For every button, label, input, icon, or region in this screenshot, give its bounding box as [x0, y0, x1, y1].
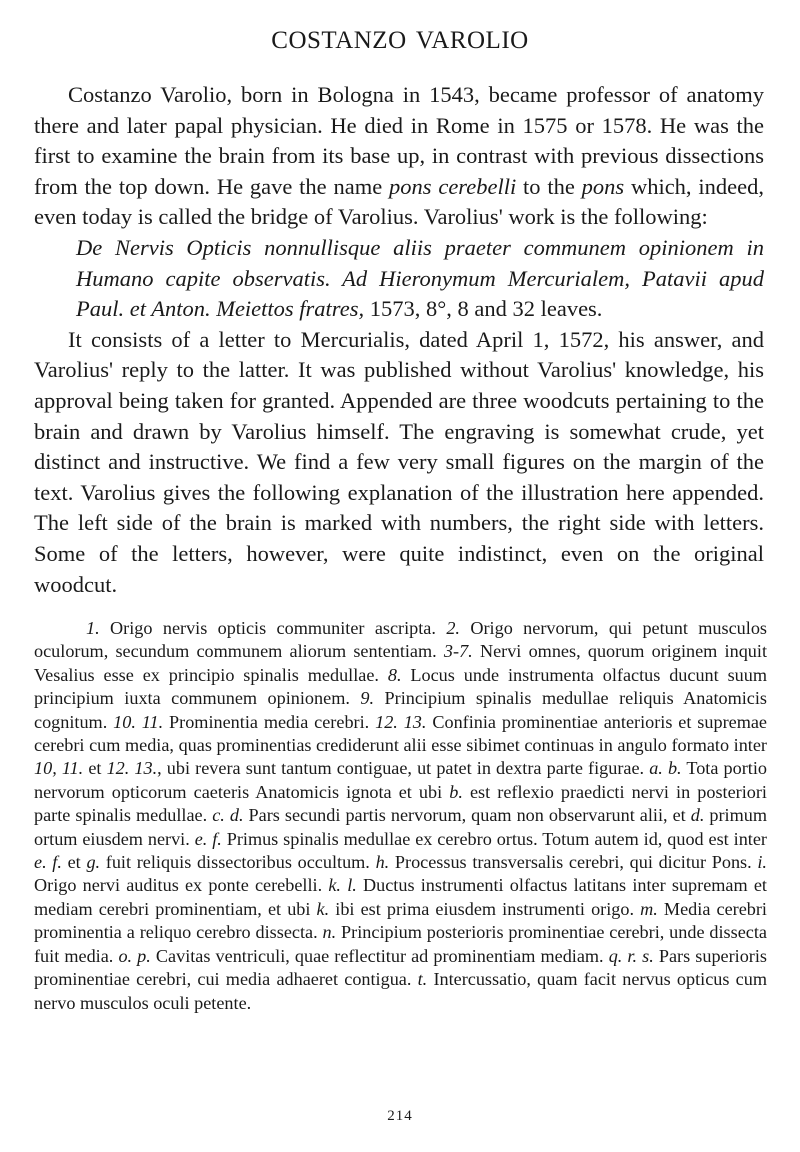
legend-key: t.: [417, 969, 428, 990]
page-title: COSTANZO VAROLIO: [271, 27, 529, 54]
legend-key: e. f.: [194, 828, 222, 849]
legend-paragraph: [34, 617, 767, 1015]
legend-text: ibi est prima eiusdem instrumenti origo.: [329, 898, 641, 919]
legend-key: k.: [316, 898, 330, 919]
legend-text: Locus unde instrumenta olfactus ducunt suum principium iuxta communem opinionem.: [34, 664, 768, 709]
legend-key: h.: [375, 852, 390, 873]
legend-text: Origo nervis opticis communiter ascripta.: [99, 618, 447, 638]
legend-key: 10. 11.: [113, 711, 164, 732]
legend-key: o. p.: [118, 945, 151, 966]
legend-text: Ductus instrumenti olfactus latitans inter supremam et mediam cerebri prominentiam, et ubi: [34, 875, 767, 919]
description-paragraph: It consists of a letter to Mercurialis, dated April 1, 1572, his answer, and Varolius' reply to the latter. It was published without Varolius' knowledge, his approval being taken for granted. Appended are three woodcuts pertaining to the brain and drawn by Varolius himself. The engraving is somewhat crude, yet distinct and instructive. We find a few very small figures on the margin of the text. Varolius gives the following explanation of the illustration here appended. The left side of the brain is marked with numbers, the right side with letters. Some of the letters, however, were quite indistinct, even on the original woodcut.: [34, 326, 764, 597]
legend-text: Confinia prominentiae anterioris et supremae cerebri cum media, quas prominentias crediderunt alii esse sibimet continuas in angulo formato inter: [34, 711, 767, 756]
legend-text: Origo nervorum, qui petunt musculos oculorum, secundum communem aliorum sententiam.: [34, 618, 767, 662]
legend-text: fuit reliquis dissectoribus occultum.: [100, 852, 376, 873]
legend-key: c. d.: [212, 805, 244, 826]
legend-key: 12. 13.: [106, 758, 158, 779]
legend-key: i.: [757, 852, 767, 873]
citation-title: De Nervis Opticis nonnullisque aliis praeter communem opinionem in Humano capite observatis. Ad Hieronymum Mercurialem, Patavii apud Paul. et Anton. Meiettos fratres,: [76, 234, 764, 322]
legend-key: 3-7.: [443, 641, 473, 662]
intro-text-end: which, indeed, even today is called the bridge of Varolius. Varolius' work is the following:: [34, 173, 764, 230]
legend-key: a. b.: [649, 758, 682, 779]
intro-text-mid: to the: [516, 173, 582, 199]
legend-text: Nervi omnes, quorum originem inquit Vesalius esse ex principio spinalis medullae.: [34, 641, 767, 685]
legend-text: et: [61, 852, 87, 873]
legend-key: 2.: [446, 618, 460, 638]
legend-text: Media cerebri prominentia a reliquo cerebro dissecta.: [34, 898, 767, 943]
legend-text: Intercussatio, quam facit nervus opticus cum nervo musculos oculi petente.: [34, 969, 767, 1013]
citation-details: 1573, 8°, 8 and 32 leaves.: [364, 296, 603, 322]
legend-text: et: [83, 758, 107, 779]
legend-key: e. f.: [34, 852, 62, 873]
page-number: 214: [387, 1108, 413, 1124]
main-text: [34, 80, 764, 600]
legend-text: primum ortum eiusdem nervi.: [34, 805, 767, 849]
legend-text: Primus spinalis medullae ex cerebro ortus. Totum autem id, quod est inter: [221, 828, 767, 849]
legend-key: 8.: [387, 664, 402, 685]
term-pons-cerebelli: pons cerebelli: [389, 173, 517, 199]
citation: [34, 233, 764, 325]
legend-key: 10, 11.: [34, 758, 84, 779]
legend-key: n.: [322, 922, 337, 943]
legend-text: , ubi revera sunt tantum contiguae, ut patet in dextra parte figurae.: [157, 758, 650, 779]
legend-key: d.: [690, 805, 705, 826]
legend-text: Cavitas ventriculi, quae reflectitur ad prominentiam mediam.: [150, 945, 609, 966]
intro-paragraph: [34, 80, 764, 233]
legend-text: Principium spinalis medullae reliquis Anatomicis cognitum.: [34, 688, 767, 732]
legend-text: Pars superioris prominentiae cerebri, cui media adhaeret contigua.: [34, 945, 767, 990]
intro-text: Costanzo Varolio, born in Bologna in 1543, became professor of anatomy there and later papal physician. He died in Rome in 1575 or 1578. He was the first to examine the brain from its base up, in contrast with previous dissections from the top down. He gave the name: [34, 82, 764, 199]
legend-key: b.: [449, 781, 463, 802]
legend-text: Pars secundi partis nervorum, quam non observarunt alii, et: [243, 805, 691, 826]
legend-text: Principium posterioris prominentiae cerebri, unde dissecta fuit media.: [34, 922, 767, 966]
legend-text: est reflexio praedicti nervi in posteriori parte spinalis medullae.: [34, 781, 767, 826]
legend-key: m.: [640, 898, 658, 919]
legend-text: Origo nervi auditus ex ponte cerebelli.: [34, 875, 329, 896]
legend-key: g.: [86, 852, 101, 873]
legend-text: Processus transversalis cerebri, qui dicitur Pons.: [389, 852, 758, 873]
legend-key: 1.: [86, 618, 100, 638]
legend-key: k. l.: [328, 875, 357, 896]
legend-text: Tota portio nervorum opticorum caeteris Anatomicis ignota et ubi: [34, 758, 767, 802]
figure-legend: [34, 617, 767, 1015]
legend-text: Prominentia media cerebri.: [163, 711, 376, 732]
term-pons: pons: [581, 173, 625, 199]
legend-key: 12. 13.: [375, 711, 427, 732]
legend-key: q. r. s.: [608, 945, 654, 966]
legend-key: 9.: [360, 688, 375, 709]
